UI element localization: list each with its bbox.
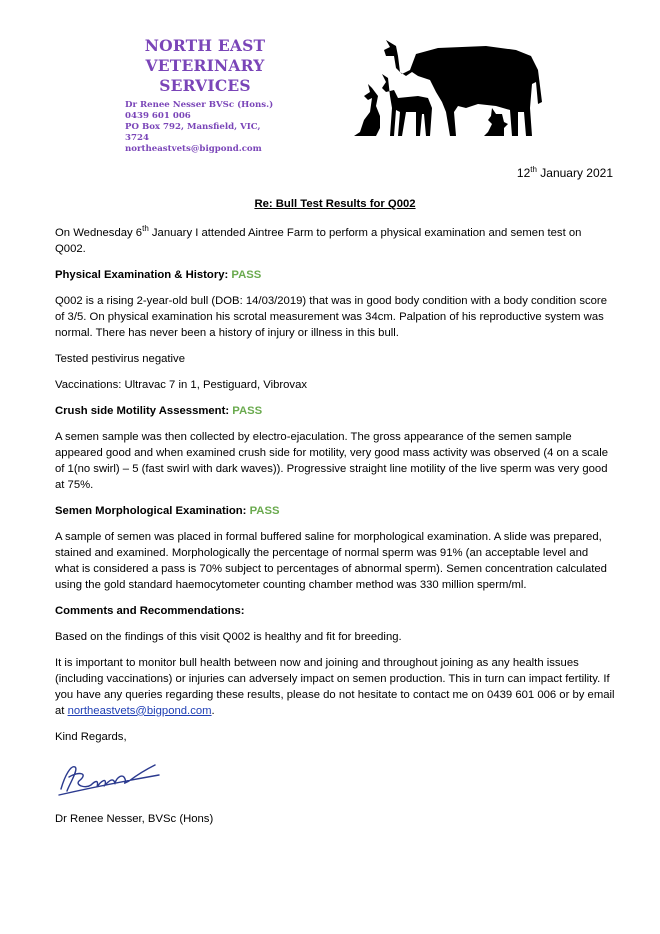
morphology-heading <box>55 503 615 519</box>
pass-badge: PASS <box>231 268 262 281</box>
contact-vet-name: Dr Renee Nesser BVSc (Hons.) <box>125 100 274 110</box>
intro-paragraph <box>55 221 615 257</box>
comments-heading: Comments and Recommendations: <box>55 604 245 617</box>
vaccinations-paragraph: Vaccinations: Ultravac 7 in 1, Pestiguard, Vibrovax <box>55 378 308 391</box>
contact-email: northeastvets@bigpond.com <box>125 144 262 154</box>
org-name-line: SERVICES <box>159 76 251 95</box>
farm-animals-silhouette-icon <box>346 32 546 145</box>
letter-body <box>55 196 615 837</box>
date-month-year: January 2021 <box>536 166 613 180</box>
contact-phone: 0439 601 006 <box>125 111 191 121</box>
heading-label: Semen Morphological Examination: <box>55 504 247 517</box>
intro-sup: th <box>142 224 149 233</box>
comments-text: It is important to monitor bull health between now and joining and throughout joining as any health issues (including vaccinations) or injuries can adversely impact on semen production. This in turn can impact fertility. If you have any queries regarding these results, please do not hesitate to contact me on 0439 601 006 or by email at <box>55 656 615 717</box>
morphology-paragraph: A sample of semen was placed in formal buffered saline for morphological examination. A slide was prepared, stained and examined. Morphologically the percentage of normal sperm was 91% (an acceptable level and what is considered a pass is 70% subject to percentages of abnormal sperm). Semen concentration calculated using the gold standard haemocytometer counting chamber method was 330 million sperm/ml. <box>55 530 607 591</box>
email-link[interactable]: northeastvets@bigpond.com <box>67 704 212 717</box>
comments-paragraph-1: Based on the findings of this visit Q002 is healthy and fit for breeding. <box>55 630 402 643</box>
subject-line: Re: Bull Test Results for Q002 <box>254 198 416 210</box>
motility-heading <box>55 403 615 419</box>
letter-date <box>517 165 613 180</box>
intro-text: On Wednesday 6 <box>55 226 143 239</box>
date-suffix: th <box>530 165 537 174</box>
pass-badge: PASS <box>232 404 263 417</box>
contact-address: PO Box 792, Mansfield, VIC, 3724 <box>125 122 261 143</box>
signature-image <box>55 755 615 805</box>
organization-name <box>115 36 295 96</box>
intro-text-rest: January I attended Aintree Farm to perform a physical examination and semen test on Q002. <box>55 226 582 255</box>
heading-label: Physical Examination & History: <box>55 268 229 281</box>
comments-text-end: . <box>211 704 215 717</box>
contact-details <box>125 100 285 155</box>
org-name-line: NORTH EAST <box>144 36 266 55</box>
closing: Kind Regards, <box>55 730 127 743</box>
org-name-line: VETERINARY <box>145 56 265 75</box>
physical-exam-heading <box>55 267 615 283</box>
date-day: 12 <box>516 166 531 180</box>
letterhead <box>125 36 285 155</box>
motility-paragraph: A semen sample was then collected by electro-ejaculation. The gross appearance of the semen sample appeared good and when examined crush side for motility, very good mass activity was observed (4 on a scale of 1(no swirl) – 5 (fast swirl with dark waves)). Progressive straight line motility of the live sperm was very good at 75%. <box>55 430 609 491</box>
comments-paragraph-2 <box>55 655 615 719</box>
pestivirus-paragraph: Tested pestivirus negative <box>55 352 185 365</box>
signature-name: Dr Renee Nesser, BVSc (Hons) <box>55 812 214 825</box>
heading-label: Crush side Motility Assessment: <box>55 404 230 417</box>
pass-badge: PASS <box>249 504 280 517</box>
physical-exam-paragraph: Q002 is a rising 2-year-old bull (DOB: 14/03/2019) that was in good body condition with a body condition score of 3/5. On physical examination his scrotal measurement was 34cm. Palpation of his reproductive system was normal. There has never been a history of injury or illness in this bull. <box>55 294 607 339</box>
